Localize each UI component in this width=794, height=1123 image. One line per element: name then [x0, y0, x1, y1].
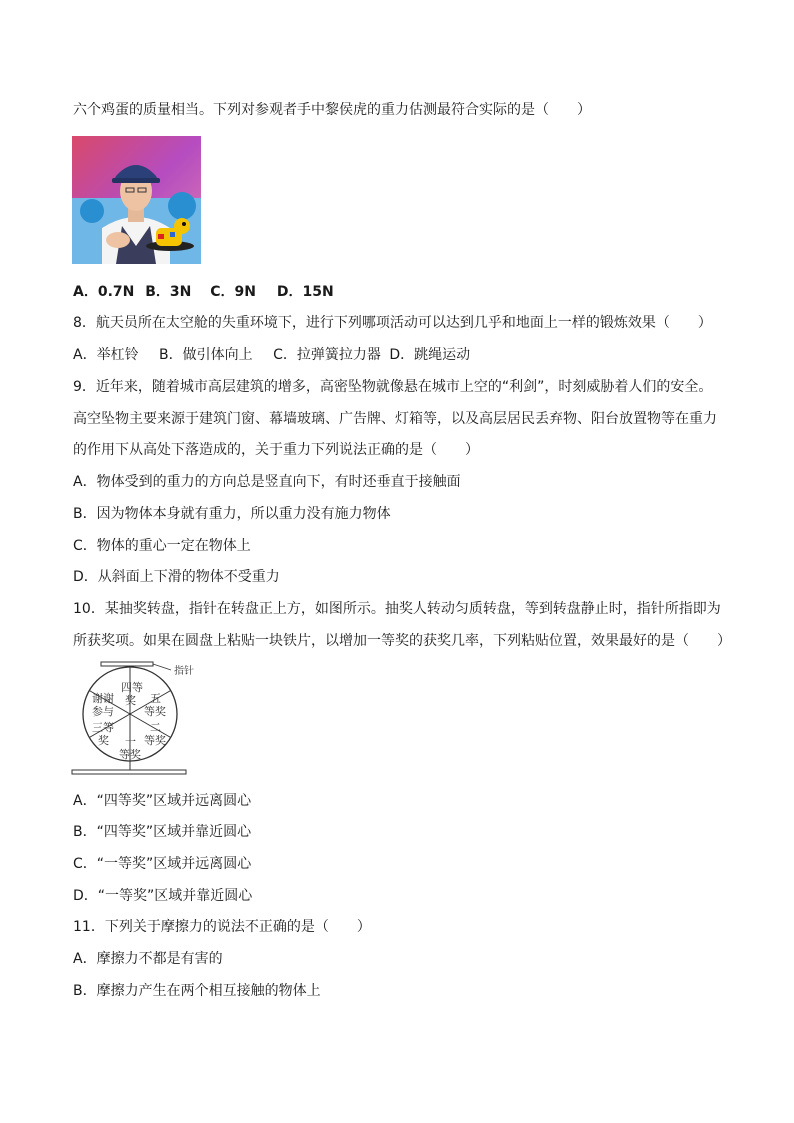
- pointer-label: 指针: [174, 666, 194, 677]
- sector-thanks-line1: 谢谢: [92, 692, 114, 705]
- q9-option-c[interactable]: C．物体的重心一定在物体上: [73, 538, 251, 554]
- q9-option-d[interactable]: D．从斜面上下滑的物体不受重力: [73, 569, 280, 585]
- q10-option-b[interactable]: B．“四等奖”区域并靠近圆心: [73, 824, 252, 840]
- q10-option-d[interactable]: D．“一等奖”区域并靠近圆心: [73, 888, 253, 904]
- q8-option-b[interactable]: B．做引体向上: [159, 347, 253, 363]
- q7-options: [73, 283, 334, 301]
- q10-option-a[interactable]: A．“四等奖”区域并远离圆心: [73, 793, 252, 809]
- q9-option-a[interactable]: A．物体受到的重力的方向总是竖直向下，有时还垂直于接触面: [73, 474, 461, 490]
- q7-option-d[interactable]: D．15N: [276, 284, 334, 300]
- q8-stem: 8．航天员所在太空舱的失重环境下，进行下列哪项活动可以达到几乎和地面上一样的锻炼效果（ ）: [73, 315, 712, 331]
- sector-1-line1: 一: [125, 735, 136, 748]
- q8-option-c[interactable]: C．拉弹簧拉力器: [273, 347, 381, 363]
- sector-3-line1: 三等: [92, 721, 114, 734]
- sector-4-line2: 奖: [125, 694, 136, 707]
- sector-1-line2: 等奖: [119, 748, 141, 761]
- sector-5-line1: 五: [150, 692, 161, 705]
- q8-options: [73, 346, 470, 364]
- q11-stem: 11．下列关于摩擦力的说法不正确的是（ ）: [73, 919, 371, 935]
- prize-wheel-figure: [70, 660, 194, 776]
- sector-2-line1: 二: [150, 721, 161, 734]
- q11-option-b[interactable]: B．摩擦力产生在两个相互接触的物体上: [73, 983, 321, 999]
- q8-option-a[interactable]: A．举杠铃: [73, 347, 139, 363]
- sector-3-line2: 奖: [98, 734, 109, 747]
- q11-option-a[interactable]: A．摩擦力不都是有害的: [73, 951, 223, 967]
- sector-2-line2: 等奖: [144, 734, 166, 747]
- q8-option-d[interactable]: D．跳绳运动: [389, 347, 471, 363]
- sector-thanks-line2: 参与: [92, 705, 114, 718]
- q10-stem-line-1: 10．某抽奖转盘，指针在转盘正上方，如图所示。抽奖人转动匀质转盘，等到转盘静止时，指针所指即为: [73, 601, 721, 617]
- sector-4-line1: 四等: [121, 681, 143, 694]
- q10-stem-line-2: 所获奖项。如果在圆盘上粘贴一块铁片，以增加一等奖的获奖几率，下列粘贴位置，效果最好的是（ ）: [73, 633, 731, 649]
- q7-option-a[interactable]: A．0.7N: [73, 284, 135, 300]
- q9-option-b[interactable]: B．因为物体本身就有重力，所以重力没有施力物体: [73, 506, 391, 522]
- q9-stem-line-1: 9．近年来，随着城市高层建筑的增多，高密坠物就像悬在城市上空的“利剑”，时刻威胁着人们的安全。: [73, 379, 713, 395]
- q7-stem: 六个鸡蛋的质量相当。下列对参观者手中黎侯虎的重力估测最符合实际的是（ ）: [73, 102, 591, 118]
- q7-option-b[interactable]: B．3N: [145, 284, 192, 300]
- q7-option-c[interactable]: C．9N: [210, 284, 256, 300]
- q10-option-c[interactable]: C．“一等奖”区域并远离圆心: [73, 856, 252, 872]
- q9-stem-line-2: 高空坠物主要来源于建筑门窗、幕墙玻璃、广告牌、灯箱等，以及高层居民丢弃物、阳台放置物等在重力: [73, 411, 717, 427]
- sector-5-line2: 等奖: [144, 705, 166, 718]
- q9-stem-line-3: 的作用下从高处下落造成的，关于重力下列说法正确的是（ ）: [73, 442, 479, 458]
- photo-visitor-holding-tiger: [72, 136, 201, 264]
